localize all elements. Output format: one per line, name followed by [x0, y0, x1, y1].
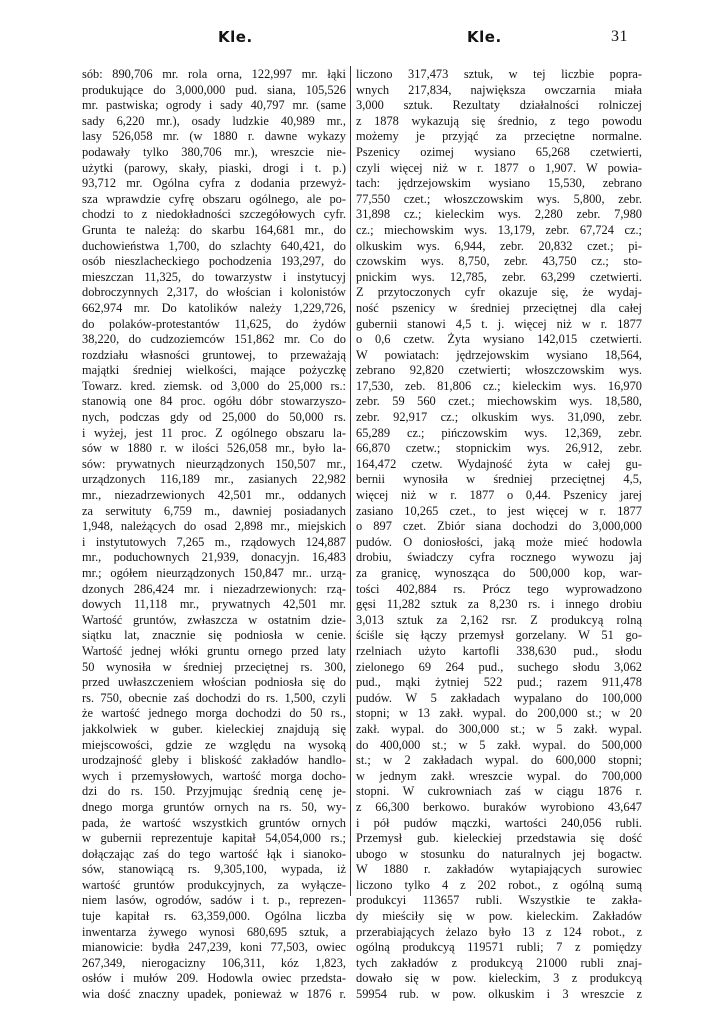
text-line: 3,000 sztuk. Rezultaty działalności rolniczej — [356, 98, 642, 113]
text-line: że wartość jednego morga dochodzi do 50 rs., — [82, 706, 346, 721]
text-line: mr.; ogółem nieurządzonych 150,847 mr.. urzą- — [82, 566, 346, 580]
text-line: tuje kapitał rs. 63,359,000. Ogólna liczba — [82, 909, 346, 924]
text-line: dowych 11,118 mr., prywatnych 42,501 mr. — [82, 597, 346, 612]
text-line: stopni. W cukrowniach zaś w ciągu 1876 r. — [356, 784, 642, 799]
text-line: czowskim wys. 8,750, zebr. 43,750 cz.; sto- — [356, 254, 642, 269]
text-line: produkujące do 3,000,000 pud. siana, 105,526 — [82, 82, 346, 97]
text-line: więcej niż w r. 1877 o 0,44. Pszenicy jarej — [356, 488, 642, 503]
text-line: ność pszenicy w średniej przeciętnej dla całej — [356, 300, 642, 315]
text-line: tych zakładów z produkcyą 21000 rubli znaj- — [356, 955, 642, 970]
text-line: inwentarza żywego wynosi 680,695 sztuk, a — [82, 924, 346, 939]
text-line: 65,289 cz.; pińczowskim wys. 12,369, zebr. — [356, 425, 642, 440]
text-line: wnych 217,834, największa owczarnia miała — [356, 82, 642, 97]
text-line: 66,870 czetw.; stopnickim wys. 26,912, zebr. — [356, 441, 642, 456]
text-line: sów, stanowiącą rs. 9,305,100, wypada, iż — [82, 862, 346, 877]
text-line: zakł. wypal. do 300,000 st.; w 5 zakł. wypal. — [356, 721, 642, 736]
text-line: miejscowości, gdzie ze względu na wysoką — [82, 737, 346, 752]
text-line: czyli więcej niż w r. 1877 o 1,907. W powia- — [356, 160, 642, 175]
text-line: duchowieństwa 1,700, do szlachty 640,421, do — [82, 238, 346, 253]
text-line: zasiano 10,265 czet., to jest więcej w r. 1877 — [356, 503, 642, 518]
text-line: sów: prywatnych nieurządzonych 150,507 mr., — [82, 456, 346, 471]
text-line: gubernii stanowi 4,5 t. j. więcej niż w r. 1877 — [356, 316, 642, 331]
text-line: 164,472 czetw. Wydajność żyta w całej gu- — [356, 456, 642, 471]
text-line: stanowią one 84 proc. ogółu dóbr stowarzyszo- — [82, 394, 346, 409]
text-line: 267,349, nierogacizny 106,311, kóz 1,823, — [82, 955, 346, 970]
text-line: przerabiających żelazo było 13 z 124 robot., z — [356, 924, 642, 939]
text-line: 17,530, zeb. 81,806 cz.; kieleckim wys. 16,970 — [356, 378, 642, 393]
text-line: zebrano 92,820 czetwierti; włoszczowskim wys. — [356, 363, 642, 378]
text-line: 662,974 mr. Do katolików należy 1,229,726, — [82, 300, 346, 315]
text-line: do polaków-protestantów 11,625, do żydów — [82, 316, 346, 331]
text-line: Wartość jednej włóki gruntu ornego przed laty — [82, 643, 346, 658]
text-line: Pszenicy ozimej wysiano 65,268 czetwierti, — [356, 144, 642, 159]
text-line: zebr. 92,917 cz.; olkuskim wys. 31,090, zebr. — [356, 410, 642, 425]
text-line: mianowicie: bydła 247,239, koni 77,503, owiec — [82, 940, 346, 955]
text-line: podawały tylko 380,706 mr.), wreszcie nie- — [82, 144, 346, 159]
text-line: siątku lat, znacznie się podniosła w cenie. — [82, 628, 346, 643]
text-line: dzi do rs. 150. Przyjmując średnią cenę je- — [82, 784, 346, 799]
text-line: tości 402,884 rs. Prócz tego wyprowadzono — [356, 581, 642, 596]
text-line: mr., poduchownych 21,939, donacyjn. 16,483 — [82, 550, 346, 565]
text-column-left — [82, 67, 346, 1003]
text-line: rzelniach użyto kartofli 338,630 pud., słodu — [356, 643, 642, 658]
text-line: tach: jędrzejowskim wysiano 15,530, zebrano — [356, 176, 642, 191]
text-line: 3,013 sztuk za 2,162 rsr. Z produkcyą rolną — [356, 612, 642, 627]
text-line: pada, że wartość wszystkich gruntów ornych — [82, 815, 346, 830]
text-line: mieszczan 11,325, do towarzystw i instytucyj — [82, 269, 346, 284]
text-line: wych i przemysłowych, wartość morga docho- — [82, 768, 346, 783]
text-line: mr. pastwiska; ogrody i sady 40,797 mr. (same — [82, 98, 346, 113]
text-line: dołączając zaś do tego wartość łąk i sianoko- — [82, 846, 346, 861]
text-line: w jednym zakł. wreszcie wypal. do 700,000 — [356, 768, 642, 783]
text-line: 38,220, do cudzoziemców 151,862 mr. Co do — [82, 332, 346, 347]
text-line: do 400,000 st.; w 5 zakł. wypal. do 500,000 — [356, 737, 642, 752]
text-line: dobroczynnych 2,317, do włościan i kolonistów — [82, 285, 346, 300]
page-number: 31 — [611, 28, 628, 45]
text-line: ubogo w stosunku do naturalnych jej bogactw. — [356, 846, 642, 861]
text-line: st.; w 2 zakładach wypal. do 600,000 stopni; — [356, 753, 642, 768]
text-line: za serwituty 6,759 m., dawniej posiadanych — [82, 503, 346, 518]
text-line: jakkolwiek w guber. kieleckiej znajdują się — [82, 721, 346, 736]
text-line: produkcyi 113657 rubli. Wszystkie te zakła- — [356, 893, 642, 908]
text-line: pudów. W 5 zakładach wypalano do 100,000 — [356, 690, 642, 705]
text-line: dnego morga gruntów ornych na rs. 50, wy- — [82, 799, 346, 814]
running-head-left: Kle. — [218, 28, 253, 46]
text-line: lasy 526,058 mr. (w 1880 r. dawne wykazy — [82, 129, 346, 144]
running-head-center: Kle. — [467, 28, 502, 46]
text-line: Towarz. kred. ziemsk. od 3,000 do 25,000 rs.: — [82, 378, 346, 393]
text-line: liczono tylko 4 z 202 robot., z ogólną sumą — [356, 877, 642, 892]
text-line: majątki średniej wielkości, mające pożyczkę — [82, 363, 346, 378]
text-line: o 0,6 czetw. Żyta wysiano 142,015 czetwierti. — [356, 332, 642, 347]
text-line: i wyżej, jest 11 proc. Z ogólnego obszaru la- — [82, 425, 346, 440]
text-line: wia dość znaczny upadek, ponieważ w 1876 r. — [82, 987, 346, 1002]
text-line: możemy je przyjąć za przeciętne normalne. — [356, 129, 642, 144]
text-line: urządzonych 116,189 mr., zasianych 22,982 — [82, 472, 346, 487]
text-line: stopni; w 13 zakł. wypal. do 200,000 st.; w 20 — [356, 706, 642, 721]
text-line: dy mieściły się w pow. kieleckim. Zakładów — [356, 909, 642, 924]
text-line: olkuskim wys. 6,944, zebr. 20,832 czet.; pi- — [356, 238, 642, 253]
text-line: wartość gruntów produkcyjnych, za wyłącze- — [82, 877, 346, 892]
text-line: cz.; miechowskim wys. 13,179, zebr. 67,724 cz.; — [356, 222, 642, 237]
text-line: za granicę, wynosząca do 500,000 kop, war- — [356, 566, 642, 580]
text-line: sady 6,220 mr.), osady ludzkie 40,989 mr., — [82, 113, 346, 128]
text-line: W powiatach: jędrzejowskim wysiano 18,564, — [356, 347, 642, 362]
text-line: 1,948, należących do osad 2,898 mr., miejskich — [82, 519, 346, 534]
text-line: z 1878 wykazują się średnio, z tego powodu — [356, 113, 642, 128]
text-line: nych, podczas gdy od 25,000 do 50,000 rs. — [82, 410, 346, 425]
text-line: z 66,300 berkowo. buraków wyrobiono 43,647 — [356, 799, 642, 814]
text-line: dowało się w pow. kieleckim, 3 z produkcyą — [356, 971, 642, 986]
text-line: drobiu, świadczy cyfra rocznego wywozu jaj — [356, 550, 642, 565]
text-line: osób nieszlacheckiego pochodzenia 193,297, do — [82, 254, 346, 269]
text-line: Przemysł gub. kieleckiej przedstawia się dość — [356, 831, 642, 846]
text-line: i pół pudów mączki, wartości 240,056 rubli. — [356, 815, 642, 830]
text-line: bernii wynosiła w średniej przeciętnej 4,5, — [356, 472, 642, 487]
text-line: sza wprawdzie cyfrę obszaru ogólnego, ale po- — [82, 191, 346, 206]
text-line: pud., mąki żytniej 522 pud.; razem 911,478 — [356, 675, 642, 690]
text-line: sów w 1880 r. w ilości 526,058 mr., było la- — [82, 441, 346, 456]
text-line: osłów i mułów 209. Hodowla owiec przedsta- — [82, 971, 346, 986]
text-line: Grunta te należą: do skarbu 164,681 mr., do — [82, 222, 346, 237]
column-divider — [350, 66, 351, 896]
text-line: 77,550 czet.; włoszczowskim wys. 5,800, zebr. — [356, 191, 642, 206]
text-line: pudów. O doniosłości, jaką może mieć hodowla — [356, 534, 642, 549]
text-line: dzonych 286,424 mr. i niezadrzewionych: rzą- — [82, 581, 346, 596]
text-line: niem lasów, ogrodów, sadów i t. p., reprezen- — [82, 893, 346, 908]
text-line: liczono 317,473 sztuk, w tej liczbie popra- — [356, 67, 642, 81]
text-line: urodzajność gleby i bliskość zakładów handlo- — [82, 753, 346, 768]
text-line: o 897 czet. Zbiór siana dochodzi do 3,000,000 — [356, 519, 642, 534]
text-line: ściśle się łączy przemysł gorzelany. W 51 go- — [356, 628, 642, 643]
text-line: zebr. 59 560 czet.; miechowskim wys. 18,580, — [356, 394, 642, 409]
text-line: pnickim wys. 12,785, zebr. 63,299 czetwierti. — [356, 269, 642, 284]
text-column-right — [356, 67, 642, 1003]
text-line: i instytutowych 7,265 m., rządowych 124,887 — [82, 534, 346, 549]
text-line: 93,712 mr. Ogólna cyfra z dodania przewyż- — [82, 176, 346, 191]
text-line: W 1880 r. zakładów wytapiających surowiec — [356, 862, 642, 877]
text-line: Z przytoczonych cyfr okazuje się, że wydaj- — [356, 285, 642, 300]
text-line: sób: 890,706 mr. rola orna, 122,997 mr. łąki — [82, 67, 346, 81]
text-line: użytki (parowy, skały, piaski, drogi i t. p.) — [82, 160, 346, 175]
text-line: w gubernii reprezentuje kapitał 54,054,000 rs.; — [82, 831, 346, 846]
text-line: 31,898 cz.; kieleckim wys. 2,280 zebr. 7,980 — [356, 207, 642, 222]
text-line: Wartość gruntów, zwłaszcza w ostatnim dzie- — [82, 612, 346, 627]
text-line: ogólną produkcyą 119571 rubli; 7 z pomiędzy — [356, 940, 642, 955]
text-line: przed uwłaszczeniem włościan podniosła się do — [82, 675, 346, 690]
text-line: 59954 rub. w pow. olkuskim i 3 wreszcie z — [356, 987, 642, 1002]
text-line: rs. 750, obecnie zaś dochodzi do rs. 1,500, czyli — [82, 690, 346, 705]
text-line: zielonego 69 264 pud., suchego słodu 3,062 — [356, 659, 642, 674]
text-line: gęsi 11,282 sztuk za 8,230 rs. i innego drobiu — [356, 597, 642, 612]
text-line: rozdziału własności gruntowej, to przeważają — [82, 347, 346, 362]
text-line: chodzi to z niedokładności szczegółowych cyfr. — [82, 207, 346, 222]
text-line: mr., niezadrzewionych 42,501 mr., oddanych — [82, 488, 346, 503]
text-line: 50 wynosiła w średniej przeciętnej rs. 300, — [82, 659, 346, 674]
